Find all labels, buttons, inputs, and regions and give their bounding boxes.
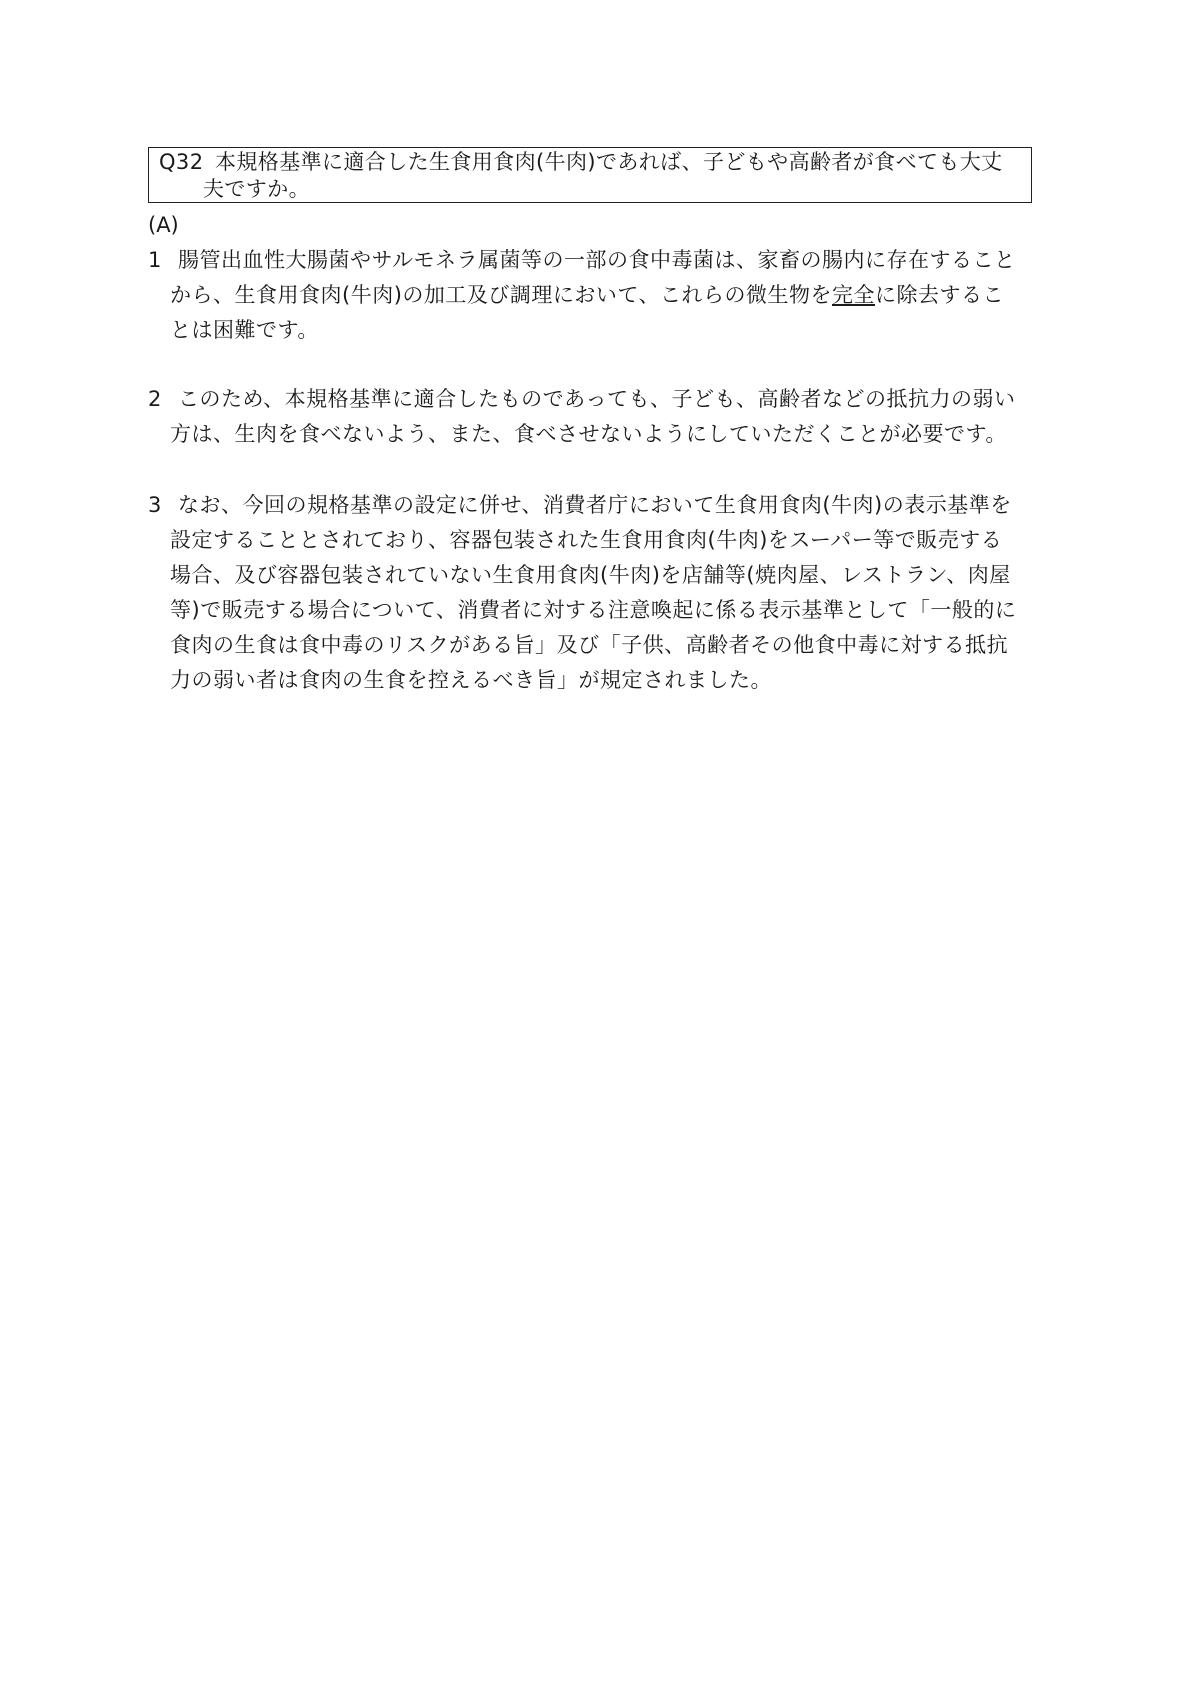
question-line-2: 夫ですか。 (203, 177, 310, 201)
question-text-1: 本規格基準に適合した生食用食肉(牛肉)であれば、子どもや高齢者が食べても大丈 (215, 150, 1003, 174)
paragraph-1-text-1: 腸管出血性大腸菌やサルモネラ属菌等の一部の食中毒菌は、家畜の腸内に存在すること (178, 248, 1016, 272)
paragraph-3-line-3: 場合、及び容器包装されていない生食用食肉(牛肉)を店舗等(焼肉屋、レストラン、肉屋 (170, 563, 1011, 587)
paragraph-3-text-1: なお、今回の規格基準の設定に併せ、消費者庁において生食用食肉(牛肉)の表示基準を (178, 493, 1012, 517)
answer-paragraph-2 (148, 382, 1038, 452)
underlined-term: 完全 (831, 283, 875, 307)
paragraph-1-text-2a: から、生食用食肉(牛肉)の加工及び調理において、これらの微生物を (170, 283, 832, 307)
paragraph-1-number: 1 (148, 248, 162, 272)
paragraph-3-number: 3 (148, 493, 162, 517)
paragraph-3-line-5: 食肉の生食は食中毒のリスクがある旨」及び「子供、高齢者その他食中毒に対する抵抗 (170, 633, 1009, 657)
answer-label: (A) (148, 213, 179, 237)
paragraph-1-line-1 (148, 243, 1038, 278)
paragraph-2-line-2: 方は、生肉を食べないよう、また、食べさせないようにしていただくことが必要です。 (170, 422, 1007, 446)
answer-paragraph-3 (148, 488, 1038, 698)
paragraph-3-line-1 (148, 488, 1038, 523)
paragraph-1-text-2b: に除去するこ (874, 283, 1004, 307)
paragraph-3-line-4: 等)で販売する場合について、消費者に対する注意喚起に係る表示基準として「一般的に (170, 598, 1017, 622)
paragraph-1-line-2 (148, 278, 1038, 313)
paragraph-1-line-3: とは困難です。 (170, 318, 319, 342)
paragraph-2-text-1: このため、本規格基準に適合したものであっても、子ども、高齢者などの抵抗力の弱い (178, 387, 1016, 411)
question-box (148, 147, 1032, 203)
paragraph-2-number: 2 (148, 387, 162, 411)
question-line-1 (159, 149, 1023, 176)
question-number: Q32 (159, 150, 204, 174)
paragraph-2-line-1 (148, 382, 1038, 417)
paragraph-3-line-6: 力の弱い者は食肉の生食を控えるべき旨」が規定されました。 (170, 668, 772, 692)
paragraph-3-line-2: 設定することとされており、容器包装された生食用食肉(牛肉)をスーパー等で販売する (170, 528, 1003, 552)
answer-paragraph-1 (148, 243, 1038, 348)
